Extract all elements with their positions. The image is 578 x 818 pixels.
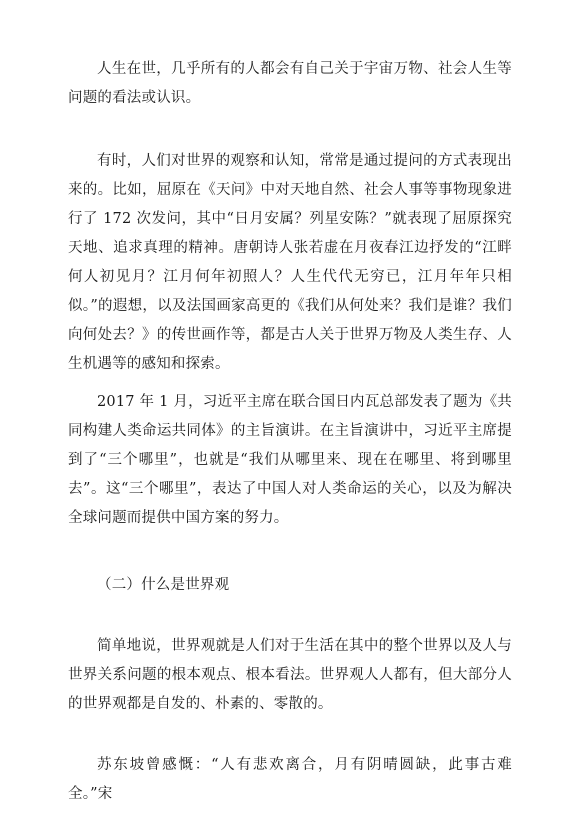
paragraph-2: 有时，人们对世界的观察和认知，常常是通过提问的方式表现出来的。比如，屈原在《天问》中对天地自然、社会人事等事物现象进行了 172 次发问，其中“日月安属？列星安陈？”就表现了屈原探究天地、追求真理的精神。唐朝诗人张若虚在月夜春江边抒发的“江畔何人初见月？江月何年初照人？人生代代无穷已，江月年年只相似。”的遐想，以及法国画家高更的《我们从何处来？我们是谁？我们向何处去？》的传世画作等，都是古人关于世界万物及人类生存、人生机遇等的感知和探索。 bbox=[68, 153, 512, 372]
paragraph-5: 苏东坡曾感慨：“人有悲欢离合，月有阴晴圆缺，此事古难全。”宋 bbox=[68, 757, 512, 802]
paragraph-4: 简单地说，世界观就是人们对于生活在其中的整个世界以及人与世界关系问题的根本观点、根本看法。世界观人人都有，但大部分人的世界观都是自发的、朴素的、零散的。 bbox=[68, 638, 512, 712]
paragraph-1: 人生在世，几乎所有的人都会有自己关于宇宙万物、社会人生等问题的看法或认识。 bbox=[68, 61, 512, 106]
section-heading: （二）什么是世界观 bbox=[97, 577, 230, 593]
paragraph-3: 2017 年 1 月，习近平主席在联合国日内瓦总部发表了题为《共同构建人类命运共同体》的主旨演讲。在主旨演讲中，习近平主席提到了“三个哪里”，也就是“我们从哪里来、现在在哪里、将到哪里去”。这“三个哪里”，表达了中国人对人类命运的关心，以及为解决全球问题而提供中国方案的努力。 bbox=[68, 394, 512, 526]
